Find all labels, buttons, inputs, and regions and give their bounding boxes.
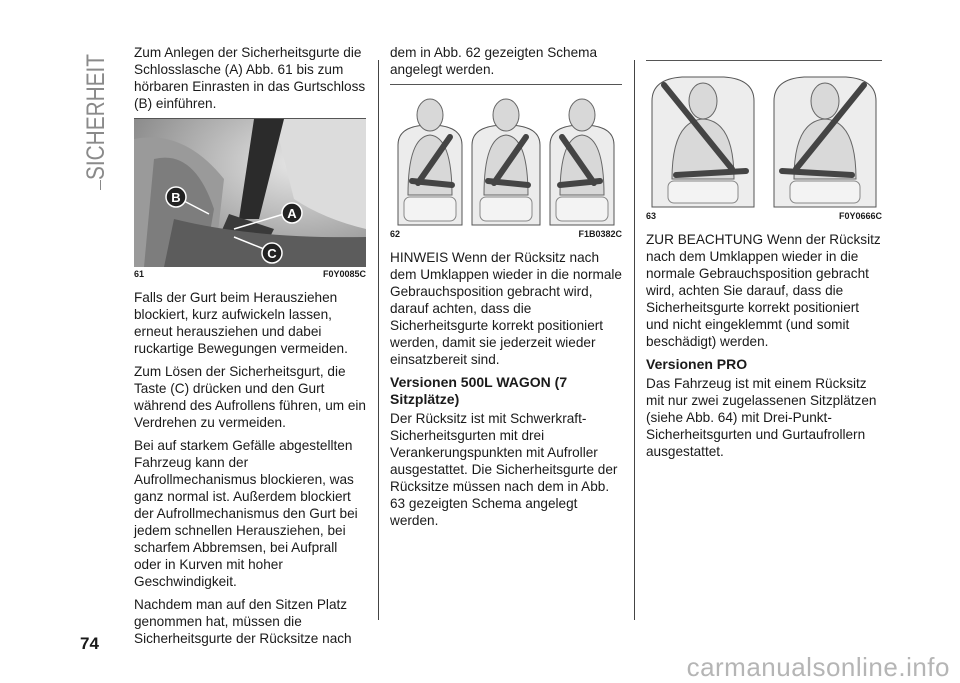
figure-62-number: 62 xyxy=(390,229,401,239)
col2-para: Der Rücksitz ist mit Schwerkraft-Sicherheitsgurten mit drei Verankerungspunkten mit Aufroller ausgestattet. Die Sicherheitsgurte der Rücksitze müssen nach dem in Abb. 63 gezeigten Schema angelegt werden. xyxy=(390,411,618,528)
column-3 xyxy=(646,44,882,466)
col2-intro: dem in Abb. 62 gezeigten Schema angelegt werden. xyxy=(390,45,598,77)
column-2 xyxy=(390,44,622,535)
col3-para: Das Fahrzeug ist mit einem Rücksitz mit nur zwei zugelassenen Sitzplätzen (siehe Abb. 64) mit Drei-Punkt-Sicherheitsgurten und Gurtaufrollern ausgestattet. xyxy=(646,376,877,459)
col1-para3: Bei auf starkem Gefälle abgestellten Fahrzeug kann der Aufrollmechanismus blockieren, was ganz normal ist. Außerdem blockiert der Aufrollmechanismus den Gurt bei jedem schnellen Herausziehen, bei scharfem Abbremsen, bei Aufprall oder in Kurven mit hoher Geschwindigkeit. xyxy=(134,438,358,589)
figure-62 xyxy=(390,84,622,239)
figure-63-number: 63 xyxy=(646,211,657,221)
col2-note: HINWEIS Wenn der Rücksitz nach dem Umklappen wieder in die normale Gebrauchsposition gebracht wird, darauf achten, dass die Sicherheitsgurte korrekt positioniert werden, damit sie jederzeit wieder einsatzbereit sind. xyxy=(390,250,622,367)
figure-63-code: F0Y0666C xyxy=(838,211,882,221)
col3-heading: Versionen PRO xyxy=(646,356,748,372)
col1-para4: Nachdem man auf den Sitzen Platz genommen hat, müssen die Sicherheitsgurte der Rücksitze nach xyxy=(134,597,352,646)
figure-62-caption xyxy=(390,229,622,239)
col2-heading: Versionen 500L WAGON (7 Sitzplätze) xyxy=(390,374,568,407)
figure-61-caption xyxy=(134,269,366,279)
seatbelt-buckle-illustration xyxy=(134,119,366,267)
sidebar-rule xyxy=(100,180,101,190)
col3-warning: ZUR BEACHTUNG Wenn der Rücksitz nach dem Umklappen wieder in die normale Gebrauchsposition gebracht wird, achten Sie darauf, dass die Sicherheitsgurte korrekt positioniert und nicht eingeklemmt (und somit beschädigt) werden. xyxy=(646,232,881,349)
label-b: B xyxy=(171,190,181,205)
figure-63-caption xyxy=(646,211,882,221)
figure-61 xyxy=(134,118,366,279)
two-seat-belt-illustration xyxy=(646,61,882,209)
figure-61-code: F0Y0085C xyxy=(322,269,366,279)
section-title-text: SICHERHEIT xyxy=(82,28,110,180)
column-1 xyxy=(134,44,366,653)
figure-61-number: 61 xyxy=(134,269,145,279)
label-a: A xyxy=(287,206,297,221)
label-c: C xyxy=(267,246,277,261)
column-divider-2 xyxy=(634,60,635,620)
page-number: 74 xyxy=(80,634,99,653)
col1-para2: Zum Lösen der Sicherheitsgurt, die Taste (C) drücken und den Gurt während des Aufrollens führen, um ein Verdrehen zu vermeiden. xyxy=(134,364,366,430)
col1-para1: Falls der Gurt beim Herausziehen blockiert, kurz aufwickeln lassen, erneut herausziehen und dabei ruckartige Bewegungen vermeiden. xyxy=(134,290,348,356)
col1-intro: Zum Anlegen der Sicherheitsgurte die Schlosslasche (A) Abb. 61 bis zum hörbaren Einrasten in das Gurtschloss (B) einführen. xyxy=(134,45,366,111)
three-seat-belt-illustration xyxy=(390,85,622,227)
figure-63 xyxy=(646,60,882,221)
figure-62-code: F1B0382C xyxy=(578,229,622,239)
watermark: carmanualsonline.info xyxy=(686,652,950,682)
section-title-vertical xyxy=(80,28,110,180)
column-divider-1 xyxy=(378,60,379,620)
